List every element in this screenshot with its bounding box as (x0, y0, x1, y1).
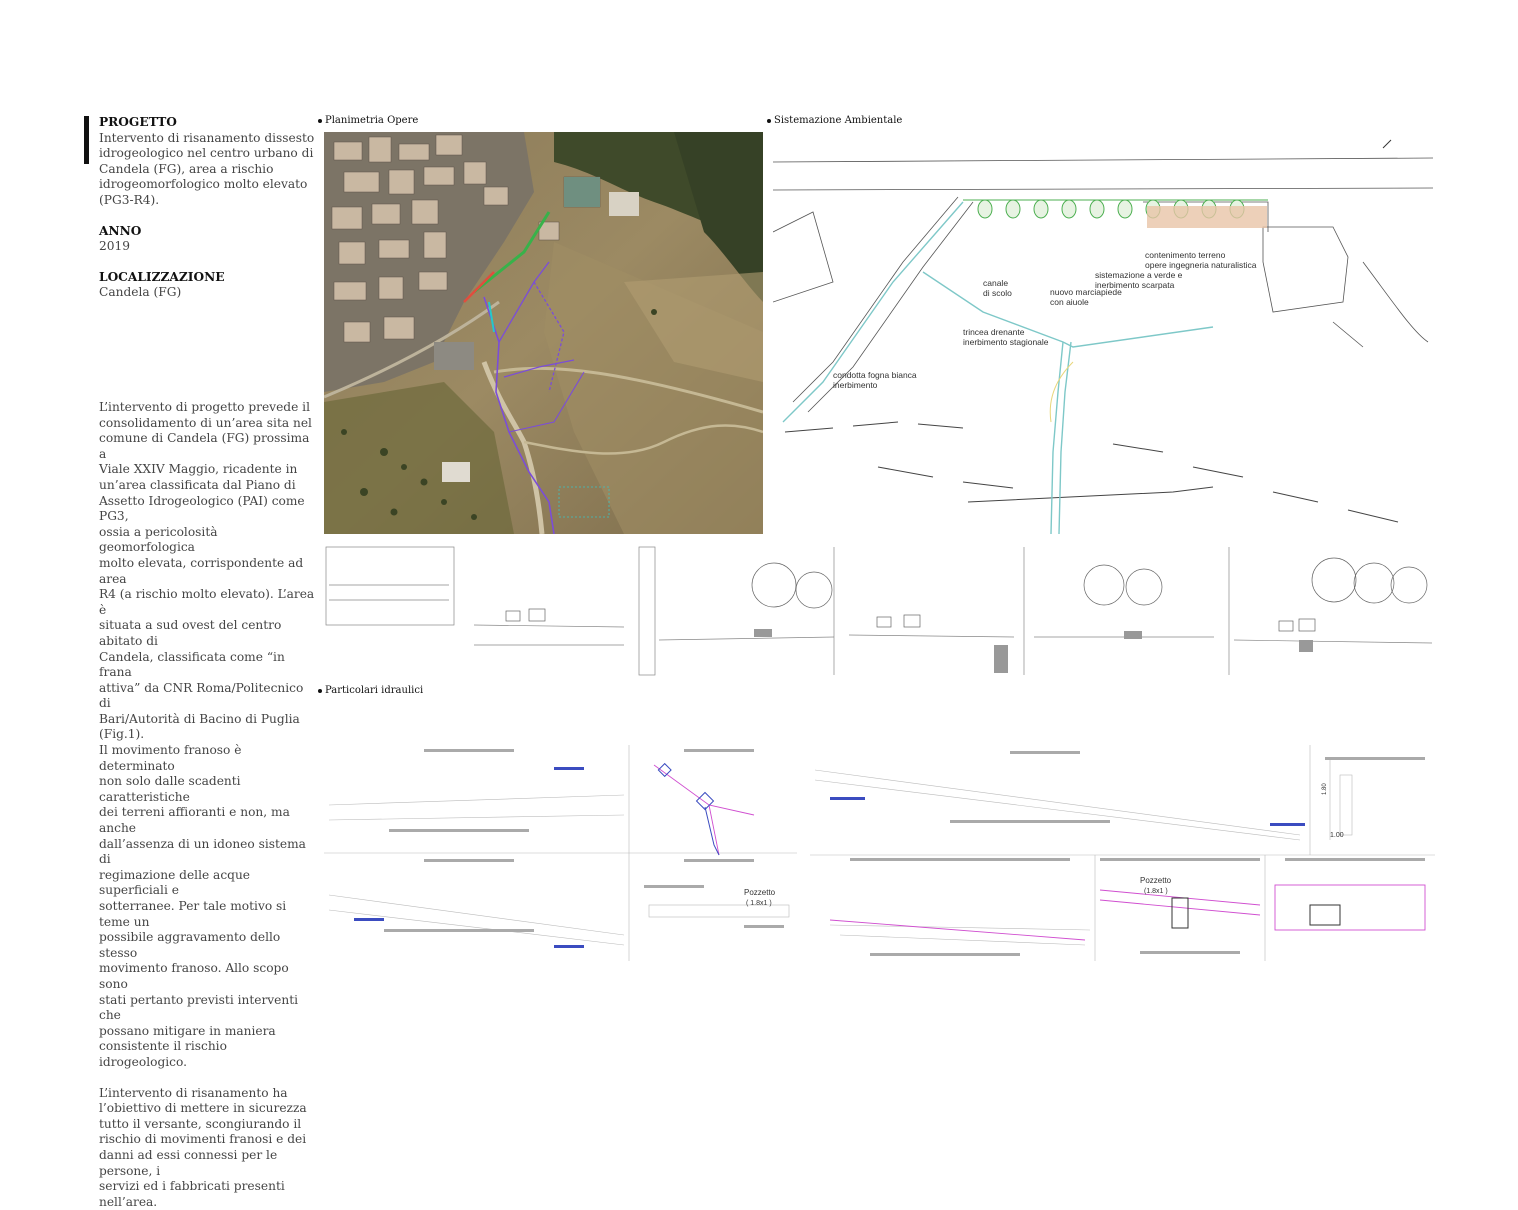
desc-line: Il movimento franoso è determinato (99, 743, 242, 773)
bullet-icon (318, 119, 322, 123)
label-nuovo-marciapiede: nuovo marciapiede (1050, 287, 1122, 297)
caption-particolari: Particolari idraulici (318, 685, 423, 696)
desc-line: attiva” da CNR Roma/Politecnico di (99, 680, 304, 711)
desc-line: possibile aggravamento dello stesso (99, 930, 281, 960)
desc-line: Assetto Idrogeologico (PAI) come PG3, (99, 493, 305, 524)
localizzazione-heading: LOCALIZZAZIONE (99, 269, 225, 284)
label-condotta: condotta fogna bianca (833, 370, 917, 380)
label-inerbimento: inerbimento (833, 380, 878, 390)
progetto-line: idrogeomorfologico molto elevato (99, 177, 308, 192)
desc-line: Candela, classificata come “in frana (99, 649, 285, 680)
anno-heading: ANNO (99, 223, 142, 238)
desc-line: l’obiettivo di mettere in sicurezza (99, 1101, 307, 1116)
desc-line: non solo dalle scadenti caratteristiche (99, 774, 241, 804)
section-drawings (324, 545, 1434, 677)
progetto-heading: PROGETTO (99, 115, 177, 129)
desc-line: possano mitigare in maniera (99, 1023, 276, 1038)
desc-line: Bari/Autorità di Bacino di Puglia (99, 711, 300, 726)
desc-line: dei terreni affioranti e non, ma anche (99, 805, 290, 836)
progetto-line: Intervento di risanamento dissesto (99, 130, 315, 145)
localizzazione-value: Candela (FG) (99, 285, 182, 300)
desc-line: regimazione delle acque superficiali e (99, 867, 251, 898)
anno-value: 2019 (99, 239, 131, 254)
bullet-icon (767, 119, 771, 123)
desc-line: servizi ed i fabbricati presenti (99, 1179, 285, 1194)
desc-line: rischio di movimenti franosi e dei (99, 1132, 307, 1147)
accent-bar (84, 116, 89, 164)
bullet-icon (318, 689, 322, 693)
desc-line: sotterranee. Per tale motivo si teme un (99, 899, 287, 929)
label-dim-100: 1.00 (1330, 832, 1344, 839)
desc-line: dall’assenza di un idoneo sistema di (99, 836, 306, 867)
label-dim-180: 1.80 (1322, 783, 1328, 795)
site-plan (773, 132, 1433, 534)
progetto-line: idrogeologico nel centro urbano di (99, 146, 314, 161)
desc-line: L’intervento di progetto prevede il (99, 400, 310, 414)
label-opere: opere ingegneria naturalistica (1145, 260, 1257, 270)
desc-line: consistente il rischio idrogeologico. (99, 1039, 227, 1069)
hydraulic-detail-right (810, 745, 1435, 961)
desc-line: ossia a pericolosità geomorfologica (99, 524, 218, 555)
caption-sistemazione: Sistemazione Ambientale (767, 115, 902, 126)
desc-line: nell’area. (99, 1194, 158, 1209)
label-canale: canale (983, 278, 1009, 288)
label-inerbimento-stagionale: inerbimento stagionale (963, 337, 1049, 347)
desc-line: molto elevata, corrispondente ad area (99, 555, 304, 586)
desc-line: consolidamento di un’area sita nel (99, 415, 312, 430)
label-contenimento: contenimento terreno (1145, 250, 1226, 260)
label-pozzetto-a-dim: ( 1.8x1 ) (746, 900, 772, 907)
desc-line: comune di Candela (FG) prossima a (99, 431, 310, 461)
description (99, 400, 317, 1210)
project-info (99, 115, 317, 301)
desc-line: movimento franoso. Allo scopo sono (99, 961, 289, 991)
desc-line: (Fig.1). (99, 727, 145, 742)
label-con-aiuole: con aiuole (1050, 297, 1089, 307)
desc-line: L’intervento di risanamento ha (99, 1085, 288, 1100)
label-sistemazione-verde: sistemazione a verde e (1095, 270, 1183, 280)
desc-line: Viale XXIV Maggio, ricadente in (99, 462, 298, 477)
desc-line: R4 (a rischio molto elevato). L’area è (99, 587, 315, 617)
hydraulic-detail-left (324, 745, 797, 961)
label-pozzetto-a: Pozzetto (744, 888, 776, 897)
progetto-line: (PG3-R4). (99, 192, 160, 207)
desc-line: stati pertanto previsti interventi che (99, 992, 299, 1023)
desc-line: situata a sud ovest del centro abitato di (99, 618, 282, 648)
caption-planimetria: Planimetria Opere (318, 115, 418, 126)
desc-line: tutto il versante, scongiurando il (99, 1116, 302, 1131)
label-pozzetto-b-dim: (1.8x1 ) (1144, 888, 1168, 895)
aerial-photo (324, 132, 763, 534)
label-trincea: trincea drenante (963, 327, 1025, 337)
label-pozzetto-b: Pozzetto (1140, 876, 1172, 885)
desc-line: danni ad essi connessi per le persone, i (99, 1147, 278, 1178)
desc-line: un’area classificata dal Piano di (99, 477, 296, 492)
label-di-scolo: di scolo (983, 288, 1012, 298)
label-inerbimento-scarpata: inerbimento scarpata (1095, 280, 1175, 290)
progetto-line: Candela (FG), area a rischio (99, 161, 274, 176)
